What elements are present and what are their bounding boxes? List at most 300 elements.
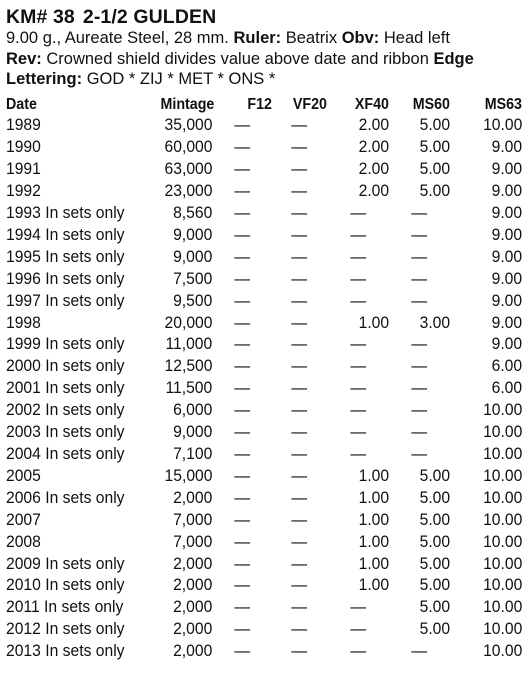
cell-ms63 — [450, 247, 522, 269]
cell-mintage — [156, 641, 212, 663]
cell-value: 9.00 — [491, 138, 522, 157]
table-row — [6, 115, 522, 137]
column-header-vf20: VF20 — [292, 95, 327, 113]
cell-value: 1997 In sets only — [6, 291, 125, 310]
cell-value: 11,000 — [165, 335, 212, 354]
cell-value: 7,000 — [172, 510, 212, 529]
cell-f12 — [212, 225, 272, 247]
cell-mintage — [156, 400, 212, 422]
cell-mintage — [156, 313, 212, 335]
dash-value: — — [234, 160, 250, 179]
cell-date — [6, 378, 156, 400]
cell-vf20 — [272, 159, 327, 181]
cell-ms63 — [450, 554, 522, 576]
cell-value: 9.00 — [491, 269, 522, 288]
cell-value: 1993 In sets only — [6, 204, 125, 223]
cell-value: 10.00 — [482, 576, 522, 595]
cell-xf40 — [327, 510, 389, 532]
dash-value: — — [291, 466, 308, 485]
denomination: 2-1/2 GULDEN — [82, 6, 217, 28]
cell-value: 10.00 — [482, 116, 522, 135]
cell-value: 1.00 — [358, 488, 389, 507]
cell-value: 9,000 — [172, 247, 212, 266]
cell-vf20 — [272, 225, 327, 247]
dash-value: — — [291, 313, 308, 332]
cell-ms63 — [450, 597, 522, 619]
cell-ms63 — [450, 488, 522, 510]
cell-value: 1.00 — [358, 532, 389, 551]
table-row — [6, 444, 522, 466]
column-header-xf40: XF40 — [354, 95, 389, 113]
table-row — [6, 597, 522, 619]
cell-value: 35,000 — [164, 116, 212, 135]
cell-xf40 — [327, 159, 389, 181]
table-row — [6, 137, 522, 159]
cell-ms60 — [389, 137, 450, 159]
cell-f12 — [212, 488, 272, 510]
dash-value: — — [411, 225, 428, 244]
dash-value: — — [291, 445, 308, 463]
cell-date — [6, 554, 156, 576]
column-header-f12: F12 — [247, 95, 272, 113]
column-header-ms63: MS63 — [484, 95, 522, 113]
cell-value: 10.00 — [482, 445, 522, 463]
dash-value: — — [350, 379, 366, 398]
cell-ms63 — [450, 181, 522, 203]
description-line-2 — [6, 49, 522, 70]
dash-value: — — [350, 401, 366, 420]
table-row — [6, 575, 522, 597]
cell-ms63 — [450, 269, 522, 291]
dash-value: — — [234, 620, 250, 639]
cell-value: 2,000 — [172, 554, 212, 573]
cell-mintage — [156, 444, 212, 466]
cell-xf40 — [327, 554, 389, 576]
catalog-entry — [6, 6, 522, 663]
dash-value: — — [234, 532, 250, 551]
cell-value: 9.00 — [491, 225, 522, 244]
cell-value: 2000 In sets only — [6, 357, 125, 376]
cell-ms63 — [450, 356, 522, 378]
cell-ms63 — [450, 466, 522, 488]
cell-value: 60,000 — [164, 138, 212, 157]
description-line-3 — [6, 69, 522, 90]
dash-value: — — [350, 357, 366, 376]
lettering-label: Lettering: — [6, 70, 83, 88]
dash-value: — — [291, 642, 308, 661]
cell-xf40 — [327, 444, 389, 466]
cell-vf20 — [272, 334, 327, 356]
dash-value: — — [411, 445, 428, 463]
cell-value: 2007 — [6, 510, 41, 529]
cell-value: 1995 In sets only — [6, 247, 125, 266]
cell-value: 2006 In sets only — [6, 488, 125, 507]
mintage-price-table — [6, 94, 522, 664]
cell-value: 9.00 — [491, 335, 522, 354]
cell-vf20 — [272, 466, 327, 488]
cell-f12 — [212, 444, 272, 466]
table-row — [6, 181, 522, 203]
cell-xf40 — [327, 619, 389, 641]
cell-ms60 — [389, 269, 450, 291]
cell-xf40 — [327, 203, 389, 225]
cell-ms60 — [389, 356, 450, 378]
cell-mintage — [156, 575, 212, 597]
cell-ms60 — [389, 334, 450, 356]
cell-value: 5.00 — [419, 598, 450, 617]
dash-value: — — [411, 642, 428, 661]
cell-ms63 — [450, 422, 522, 444]
cell-date — [6, 575, 156, 597]
dash-value: — — [234, 116, 250, 135]
dash-value: — — [411, 379, 428, 398]
dash-value: — — [234, 510, 250, 529]
cell-f12 — [212, 313, 272, 335]
cell-f12 — [212, 466, 272, 488]
table-body — [6, 115, 522, 663]
dash-value: — — [291, 379, 308, 398]
cell-vf20 — [272, 203, 327, 225]
cell-ms60 — [389, 575, 450, 597]
cell-value: 9.00 — [491, 160, 522, 179]
description-line-1 — [6, 28, 522, 49]
cell-value: 10.00 — [482, 423, 522, 442]
reverse-value: Crowned shield divides value above date and ribbon — [46, 49, 429, 68]
cell-value: 9.00 — [491, 204, 522, 223]
cell-xf40 — [327, 137, 389, 159]
cell-date — [6, 225, 156, 247]
cell-date — [6, 269, 156, 291]
dash-value: — — [234, 445, 250, 463]
cell-value: 6.00 — [491, 379, 522, 398]
cell-ms63 — [450, 115, 522, 137]
table-row — [6, 269, 522, 291]
dash-value: — — [234, 401, 250, 420]
cell-f12 — [212, 334, 272, 356]
cell-value: 5.00 — [419, 620, 450, 639]
cell-f12 — [212, 575, 272, 597]
cell-value: 5.00 — [419, 160, 450, 179]
cell-value: 2.00 — [358, 116, 389, 135]
cell-value: 5.00 — [419, 116, 450, 135]
dash-value: — — [350, 269, 366, 288]
reverse-label: Rev: — [6, 49, 42, 68]
cell-ms60 — [389, 203, 450, 225]
cell-mintage — [156, 510, 212, 532]
cell-xf40 — [327, 115, 389, 137]
cell-date — [6, 466, 156, 488]
cell-value: 2,000 — [172, 620, 212, 639]
cell-ms63 — [450, 203, 522, 225]
dash-value: — — [411, 291, 428, 310]
cell-ms63 — [450, 400, 522, 422]
cell-ms60 — [389, 619, 450, 641]
table-row — [6, 641, 522, 663]
cell-value: 20,000 — [164, 313, 212, 332]
cell-value: 9,000 — [172, 225, 212, 244]
cell-ms60 — [389, 532, 450, 554]
cell-vf20 — [272, 247, 327, 269]
cell-ms60 — [389, 159, 450, 181]
cell-ms60 — [389, 115, 450, 137]
cell-mintage — [156, 422, 212, 444]
cell-mintage — [156, 597, 212, 619]
cell-value: 9.00 — [491, 247, 522, 266]
cell-date — [6, 597, 156, 619]
cell-mintage — [156, 159, 212, 181]
column-header-ms60: MS60 — [412, 95, 450, 113]
cell-ms60 — [389, 400, 450, 422]
cell-date — [6, 422, 156, 444]
cell-value: 1.00 — [358, 576, 389, 595]
table-row — [6, 510, 522, 532]
cell-date — [6, 400, 156, 422]
dash-value: — — [291, 291, 308, 310]
table-row — [6, 356, 522, 378]
table-row — [6, 159, 522, 181]
cell-ms60 — [389, 313, 450, 335]
dash-value: — — [234, 138, 250, 157]
cell-date — [6, 510, 156, 532]
dash-value: — — [234, 335, 250, 354]
cell-value: 2012 In sets only — [6, 620, 125, 639]
cell-value: 10.00 — [482, 401, 522, 420]
cell-xf40 — [327, 225, 389, 247]
dash-value: — — [234, 204, 250, 223]
dash-value: — — [350, 225, 366, 244]
cell-value: 7,100 — [172, 445, 212, 463]
table-row — [6, 334, 522, 356]
cell-ms63 — [450, 334, 522, 356]
cell-value: 15,000 — [164, 466, 212, 485]
cell-xf40 — [327, 466, 389, 488]
cell-ms63 — [450, 641, 522, 663]
table-row — [6, 247, 522, 269]
cell-xf40 — [327, 378, 389, 400]
cell-ms63 — [450, 378, 522, 400]
cell-value: 9.00 — [491, 291, 522, 310]
cell-value: 1996 In sets only — [6, 269, 125, 288]
cell-value: 1.00 — [358, 510, 389, 529]
dash-value: — — [234, 269, 250, 288]
cell-date — [6, 356, 156, 378]
dash-value: — — [234, 576, 250, 595]
cell-xf40 — [327, 532, 389, 554]
table-row — [6, 488, 522, 510]
table-row — [6, 422, 522, 444]
dash-value: — — [291, 510, 308, 529]
dash-value: — — [234, 182, 250, 201]
cell-f12 — [212, 356, 272, 378]
cell-value: 1998 — [6, 313, 41, 332]
dash-value: — — [350, 445, 366, 463]
cell-f12 — [212, 137, 272, 159]
cell-f12 — [212, 159, 272, 181]
cell-f12 — [212, 532, 272, 554]
cell-value: 5.00 — [419, 138, 450, 157]
cell-f12 — [212, 378, 272, 400]
cell-value: 2011 In sets only — [6, 598, 124, 617]
cell-value: 1989 — [6, 116, 41, 135]
cell-date — [6, 247, 156, 269]
cell-ms60 — [389, 378, 450, 400]
cell-value: 2010 In sets only — [6, 576, 125, 595]
cell-value: 2001 In sets only — [6, 379, 125, 398]
cell-ms60 — [389, 444, 450, 466]
dash-value: — — [350, 335, 366, 354]
table-row — [6, 619, 522, 641]
cell-ms60 — [389, 466, 450, 488]
dash-value: — — [291, 225, 308, 244]
cell-vf20 — [272, 422, 327, 444]
cell-xf40 — [327, 334, 389, 356]
obverse-value: Head left — [383, 29, 450, 47]
dash-value: — — [291, 182, 308, 201]
cell-value: 10.00 — [482, 620, 522, 639]
dash-value: — — [234, 247, 250, 266]
cell-date — [6, 115, 156, 137]
cell-vf20 — [272, 575, 327, 597]
dash-value: — — [291, 116, 308, 135]
cell-mintage — [156, 137, 212, 159]
cell-f12 — [212, 203, 272, 225]
cell-value: 5.00 — [419, 532, 450, 551]
cell-vf20 — [272, 115, 327, 137]
cell-mintage — [156, 356, 212, 378]
cell-xf40 — [327, 400, 389, 422]
cell-value: 1.00 — [358, 313, 389, 332]
dash-value: — — [234, 225, 250, 244]
cell-value: 5.00 — [419, 554, 450, 573]
cell-mintage — [156, 203, 212, 225]
dash-value: — — [411, 401, 428, 420]
cell-mintage — [156, 225, 212, 247]
cell-ms63 — [450, 619, 522, 641]
cell-f12 — [212, 269, 272, 291]
weight-metal-size: 9.00 g., Aureate Steel, 28 mm. — [6, 29, 229, 47]
cell-ms63 — [450, 291, 522, 313]
cell-value: 5.00 — [419, 488, 450, 507]
cell-ms60 — [389, 597, 450, 619]
cell-date — [6, 159, 156, 181]
cell-value: 10.00 — [482, 466, 522, 485]
cell-ms63 — [450, 137, 522, 159]
dash-value: — — [350, 247, 366, 266]
cell-vf20 — [272, 269, 327, 291]
cell-value: 10.00 — [482, 488, 522, 507]
cell-mintage — [156, 291, 212, 313]
cell-ms60 — [389, 291, 450, 313]
cell-xf40 — [327, 291, 389, 313]
cell-xf40 — [327, 641, 389, 663]
cell-value: 10.00 — [482, 554, 522, 573]
cell-value: 2013 In sets only — [6, 642, 125, 661]
cell-value: 3.00 — [419, 313, 450, 332]
cell-value: 10.00 — [482, 642, 522, 661]
cell-value: 10.00 — [482, 532, 522, 551]
cell-value: 9.00 — [491, 313, 522, 332]
cell-f12 — [212, 247, 272, 269]
dash-value: — — [411, 204, 428, 223]
cell-value: 2.00 — [358, 160, 389, 179]
cell-value: 2009 In sets only — [6, 554, 125, 573]
dash-value: — — [411, 269, 428, 288]
cell-mintage — [156, 466, 212, 488]
cell-value: 7,000 — [172, 532, 212, 551]
ruler-value: Beatrix — [285, 29, 338, 47]
cell-value: 5.00 — [419, 510, 450, 529]
cell-f12 — [212, 510, 272, 532]
table-row — [6, 400, 522, 422]
cell-date — [6, 203, 156, 225]
dash-value: — — [291, 204, 308, 223]
cell-date — [6, 313, 156, 335]
cell-value: 6.00 — [491, 357, 522, 376]
cell-xf40 — [327, 575, 389, 597]
dash-value: — — [411, 247, 428, 266]
cell-ms63 — [450, 532, 522, 554]
cell-value: 10.00 — [482, 598, 522, 617]
cell-xf40 — [327, 422, 389, 444]
cell-mintage — [156, 247, 212, 269]
cell-date — [6, 444, 156, 466]
cell-xf40 — [327, 181, 389, 203]
cell-value: 5.00 — [419, 182, 450, 201]
dash-value: — — [234, 379, 250, 398]
dash-value: — — [234, 291, 250, 310]
cell-value: 1.00 — [358, 554, 389, 573]
cell-vf20 — [272, 356, 327, 378]
dash-value: — — [234, 357, 250, 376]
cell-xf40 — [327, 488, 389, 510]
cell-value: 1990 — [6, 138, 41, 157]
cell-ms63 — [450, 510, 522, 532]
cell-xf40 — [327, 356, 389, 378]
lettering-value: GOD * ZIJ * MET * ONS * — [86, 70, 276, 88]
dash-value: — — [411, 335, 428, 354]
cell-date — [6, 488, 156, 510]
cell-f12 — [212, 400, 272, 422]
cell-value: 2004 In sets only — [6, 445, 125, 463]
cell-f12 — [212, 641, 272, 663]
cell-vf20 — [272, 554, 327, 576]
cell-vf20 — [272, 313, 327, 335]
cell-ms63 — [450, 575, 522, 597]
cell-value: 9.00 — [491, 182, 522, 201]
cell-date — [6, 641, 156, 663]
cell-value: 23,000 — [164, 182, 212, 201]
cell-value: 1992 — [6, 182, 41, 201]
km-number: KM# 38 — [6, 6, 75, 28]
cell-date — [6, 334, 156, 356]
cell-mintage — [156, 181, 212, 203]
cell-value: 1999 In sets only — [6, 335, 125, 354]
entry-title — [6, 6, 522, 28]
cell-ms60 — [389, 641, 450, 663]
cell-vf20 — [272, 641, 327, 663]
column-header-mintage: Mintage — [160, 95, 215, 113]
cell-mintage — [156, 378, 212, 400]
cell-value: 2,000 — [172, 576, 212, 595]
cell-value: 1991 — [6, 160, 41, 179]
cell-vf20 — [272, 510, 327, 532]
dash-value: — — [234, 488, 250, 507]
cell-value: 2005 — [6, 466, 41, 485]
cell-value: 5.00 — [419, 466, 450, 485]
cell-vf20 — [272, 444, 327, 466]
cell-xf40 — [327, 597, 389, 619]
dash-value: — — [411, 357, 428, 376]
